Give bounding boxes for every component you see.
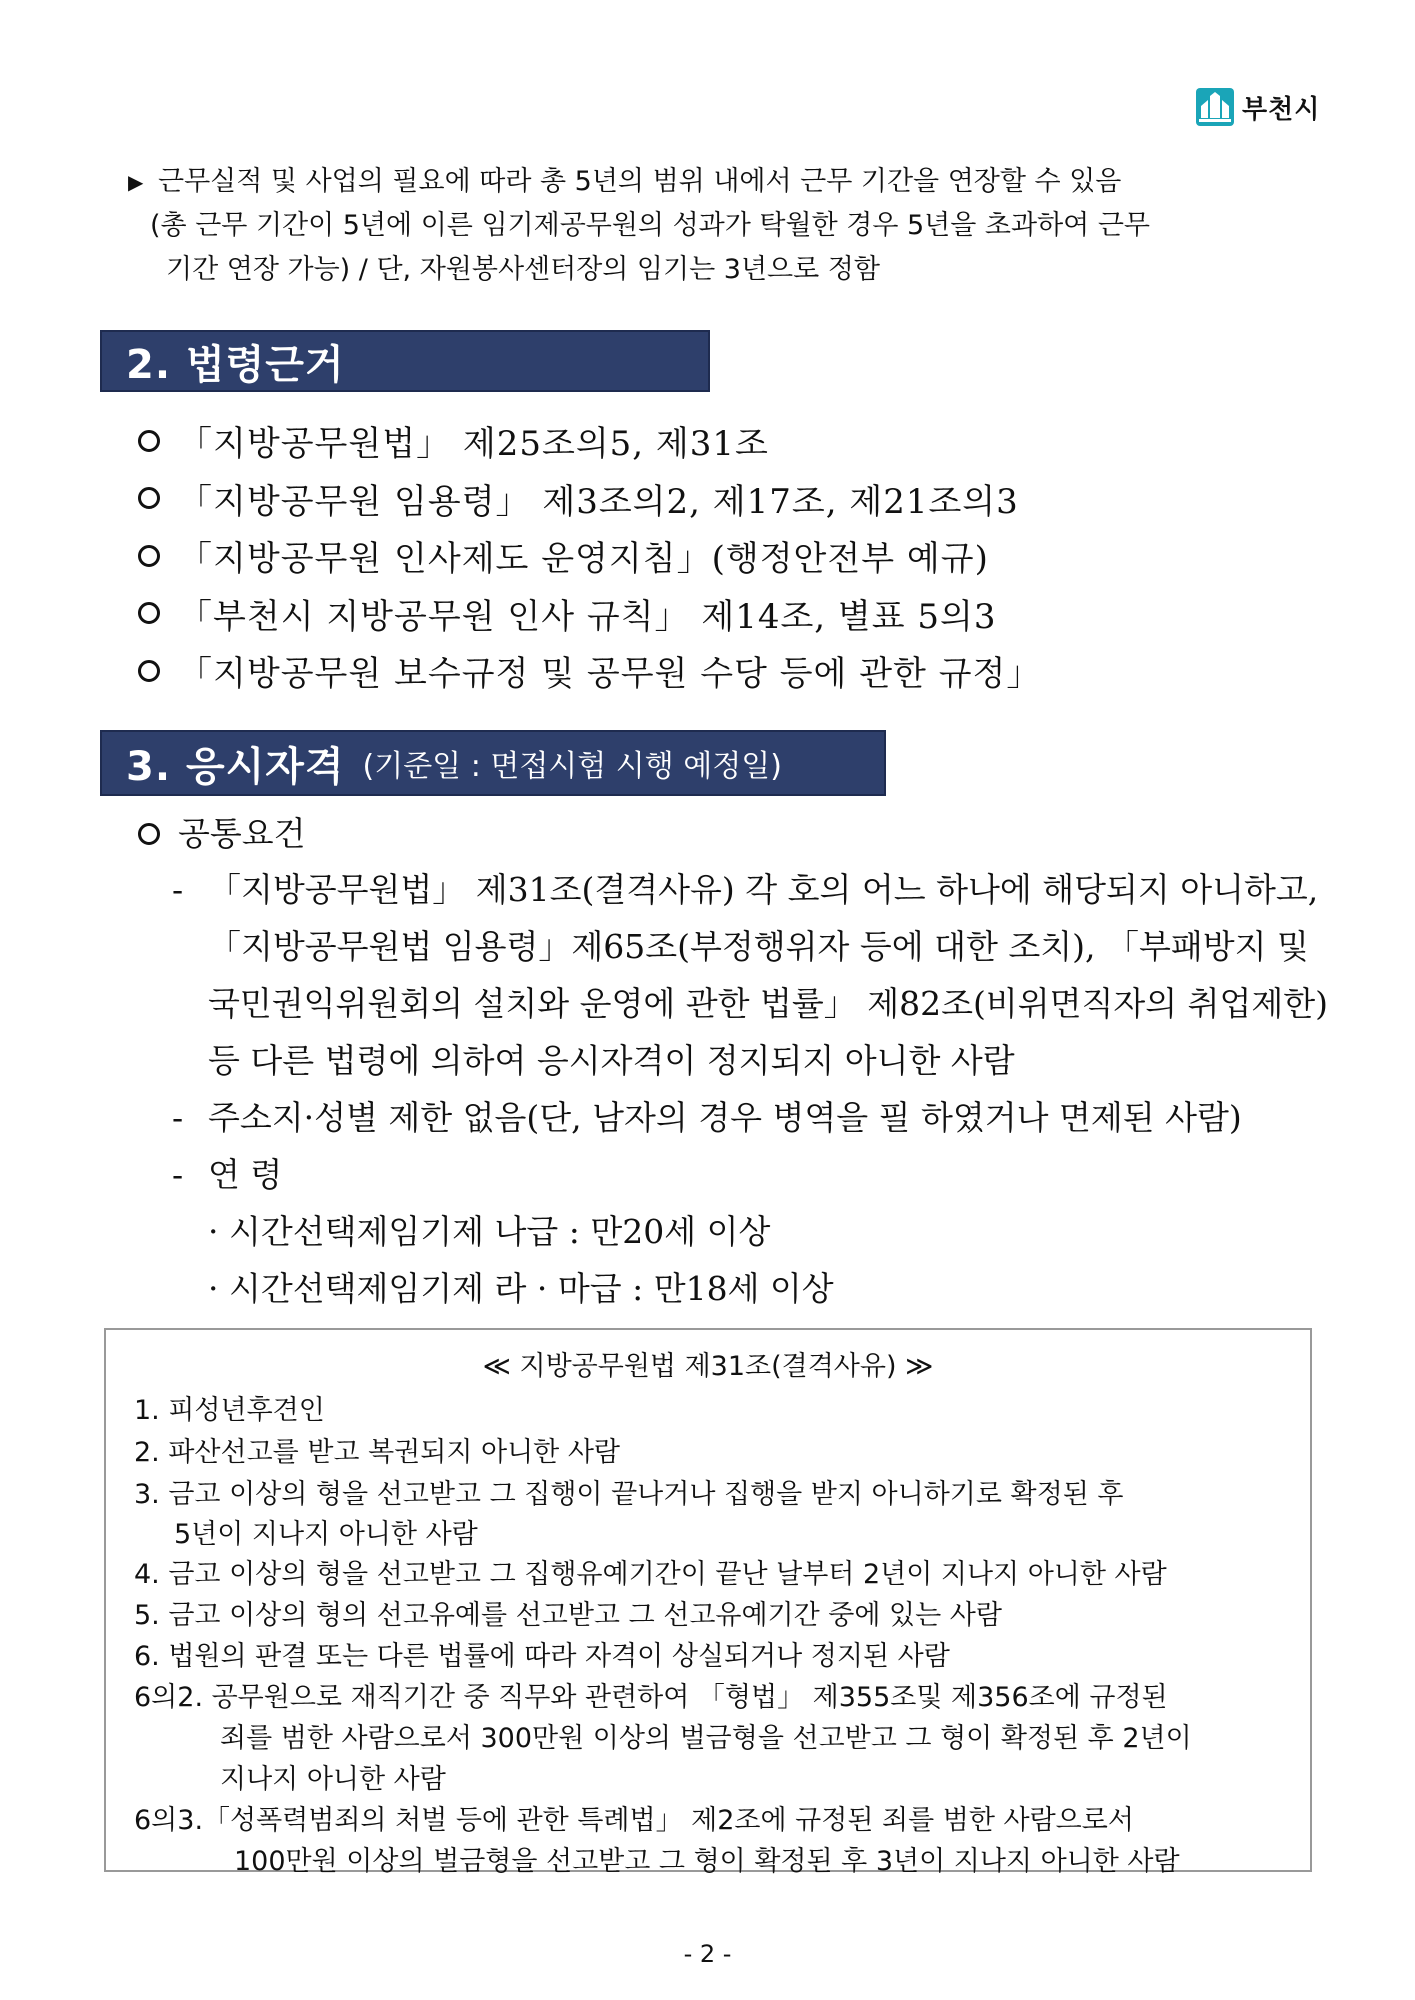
law-item-text: 「지방공무원 보수규정 및 공무원 수당 등에 관한 규정」 [178, 654, 1042, 695]
list-item [172, 864, 1318, 911]
triangle-bullet-icon: ▶ [128, 170, 144, 194]
extension-note [128, 160, 1318, 292]
box-item: 지나지 아니한 사람 [220, 1764, 446, 1795]
box-item: 5년이 지나지 아니한 사람 [174, 1519, 478, 1550]
list-item [172, 1149, 282, 1196]
law-item-text: 「지방공무원 임용령」 제3조의2, 제17조, 제21조의3 [178, 481, 1019, 522]
dash-bullet: - [172, 1098, 184, 1137]
law-item-text: 「지방공무원 인사제도 운영지침」(행정안전부 예규) [178, 539, 989, 580]
section-2-heading [100, 330, 710, 392]
list-item [138, 527, 1041, 585]
circle-bullet-icon [138, 660, 160, 682]
law-basis-list [138, 412, 1041, 700]
section-2-title: 2. 법령근거 [126, 341, 345, 388]
list-item [138, 412, 1041, 470]
intro-line: (총 근무 기간이 5년에 이른 임기제공무원의 성과가 탁월한 경우 5년을 초과하여 근무 [150, 210, 1151, 241]
law-item-text: 「부천시 지방공무원 인사 규칙」 제14조, 별표 5의3 [178, 596, 997, 637]
box-item: 5. 금고 이상의 형의 선고유예를 선고받고 그 선고유예기간 중에 있는 사람 [134, 1600, 1002, 1631]
header-logo [1196, 88, 1320, 126]
page-number: - 2 - [683, 1940, 732, 1968]
box-item: 100만원 이상의 벌금형을 선고받고 그 형이 확정된 후 3년이 지나지 아니한 사람 [234, 1846, 1180, 1877]
box-item: 3. 금고 이상의 형을 선고받고 그 집행이 끝나거나 집행을 받지 아니하기로 확정된 후 [134, 1479, 1124, 1510]
box-item: 4. 금고 이상의 형을 선고받고 그 집행유예기간이 끝난 날부터 2년이 지나지 아니한 사람 [134, 1559, 1167, 1590]
residence-text: 주소지·성별 제한 없음(단, 남자의 경우 병역을 필 하였거나 면제된 사람) [208, 1098, 1242, 1137]
box-title: ≪ 지방공무원법 제31조(결격사유) ≫ [482, 1351, 934, 1382]
disqual-line: 「지방공무원법 임용령」제65조(부정행위자 등에 대한 조치), 「부패방지 및 [208, 927, 1309, 966]
box-item: 6의2. 공무원으로 재직기간 중 직무와 관련하여 「형법」 제355조및 제356조에 규정된 [134, 1682, 1168, 1713]
common-heading-text: 공통요건 [178, 814, 306, 853]
section-3-heading [100, 730, 886, 796]
circle-bullet-icon [138, 545, 160, 567]
section-3-title: 3. 응시자격 [126, 743, 345, 790]
age-item: · 시간선택제임기제 나급 : 만20세 이상 [208, 1212, 771, 1251]
disqual-line: 국민권익위원회의 설치와 운영에 관한 법률」 제82조(비위면직자의 취업제한) [208, 984, 1329, 1023]
disqual-line: 등 다른 법령에 의하여 응시자격이 정지되지 아니한 사람 [208, 1041, 1015, 1080]
law-item-text: 「지방공무원법」 제25조의5, 제31조 [178, 424, 769, 465]
disqualification-box [104, 1328, 1312, 1877]
circle-bullet-icon [138, 823, 160, 845]
common-requirements-heading [138, 808, 306, 855]
box-item: 1. 피성년후견인 [134, 1395, 325, 1426]
dash-bullet: - [172, 1155, 184, 1194]
intro-line: 기간 연장 가능) / 단, 자원봉사센터장의 임기는 3년으로 정함 [166, 254, 880, 285]
section-3-subtitle: (기준일 : 면접시험 시행 예정일) [362, 749, 782, 784]
box-item: 2. 파산선고를 받고 복권되지 아니한 사람 [134, 1437, 620, 1468]
list-item [138, 642, 1041, 700]
age-heading: 연 령 [208, 1155, 283, 1194]
box-item: 6의3.「성폭력범죄의 처벌 등에 관한 특례법」 제2조에 규정된 죄를 범한 사람으로서 [134, 1805, 1134, 1836]
circle-bullet-icon [138, 430, 160, 452]
list-item [138, 470, 1041, 528]
circle-bullet-icon [138, 487, 160, 509]
circle-bullet-icon [138, 602, 160, 624]
list-item [138, 585, 1041, 643]
list-item [172, 1092, 1242, 1139]
logo-text: 부천시 [1242, 94, 1321, 125]
bucheon-city-logo-icon [1196, 88, 1234, 126]
age-item: · 시간선택제임기제 라 · 마급 : 만18세 이상 [208, 1269, 834, 1308]
box-item: 6. 법원의 판결 또는 다른 법률에 따라 자격이 상실되거나 정지된 사람 [134, 1641, 950, 1672]
intro-line: 근무실적 및 사업의 필요에 따라 총 5년의 범위 내에서 근무 기간을 연장할 수 있음 [158, 166, 1122, 197]
dash-bullet: - [172, 870, 184, 909]
disqual-line: 「지방공무원법」 제31조(결격사유) 각 호의 어느 하나에 해당되지 아니하고, [208, 870, 1319, 909]
box-item: 죄를 범한 사람으로서 300만원 이상의 벌금형을 선고받고 그 형이 확정된 후 2년이 [220, 1723, 1192, 1754]
